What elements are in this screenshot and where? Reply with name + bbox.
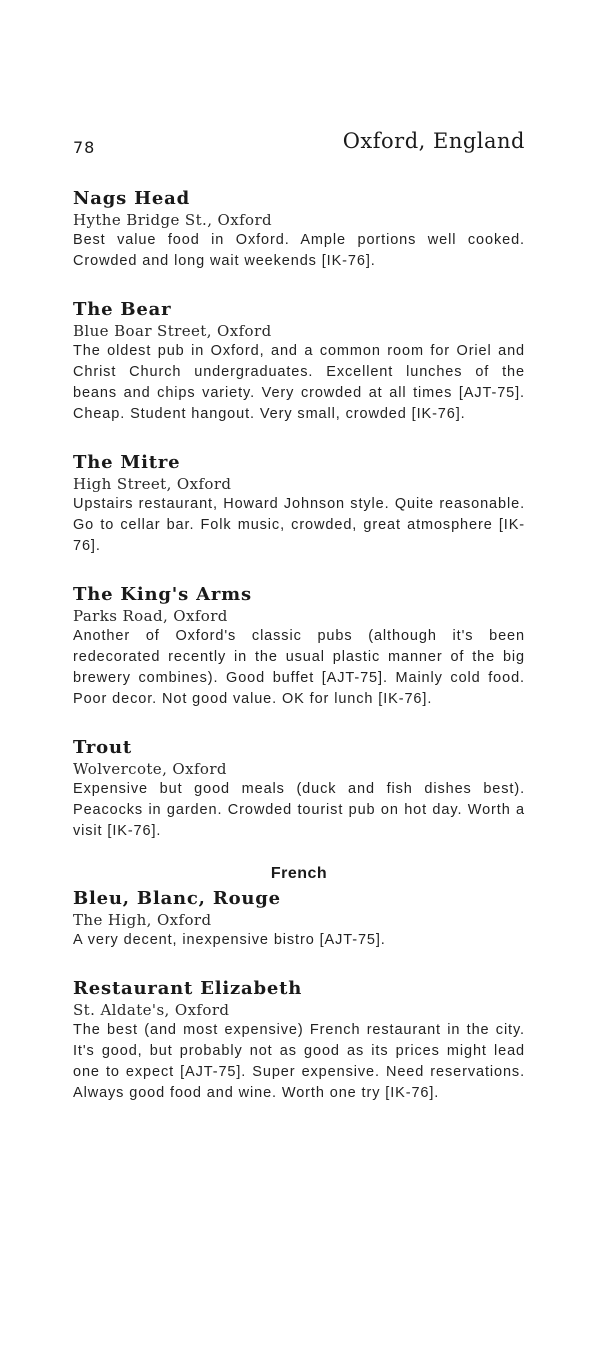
page-header: [73, 0, 525, 160]
entry-address: The High, Oxford: [73, 911, 212, 929]
guidebook-page: [73, 0, 525, 1104]
entry-name: Nags Head: [73, 188, 191, 209]
entry-address: Parks Road, Oxford: [73, 607, 228, 625]
restaurant-entry: [73, 299, 525, 425]
entry-description: Upstairs restaurant, Howard Johnson style. Quite reasonable. Go to cellar bar. Folk music, crowded, great atmosphere [IK-76].: [73, 496, 525, 554]
entry-address: Blue Boar Street, Oxford: [73, 322, 272, 340]
entry-name: The King's Arms: [73, 584, 252, 605]
entry-description: A very decent, inexpensive bistro [AJT-75].: [73, 932, 386, 948]
restaurant-entry: [73, 452, 525, 557]
entry-name: Restaurant Elizabeth: [73, 978, 303, 999]
restaurant-entry: [73, 188, 525, 272]
entry-address: High Street, Oxford: [73, 475, 232, 493]
entry-name: Trout: [73, 737, 132, 758]
restaurant-entry: [73, 888, 525, 951]
entry-address: Wolvercote, Oxford: [73, 760, 227, 778]
entry-description: The oldest pub in Oxford, and a common room for Oriel and Christ Church undergraduates. Excellent lunches of the beans and chips variety. Very crowded at all times [AJT-75]. Cheap. Student hangout. Very small, crowded [IK-76].: [73, 343, 525, 422]
entry-address: Hythe Bridge St., Oxford: [73, 211, 273, 229]
entry-name: Bleu, Blanc, Rouge: [73, 888, 281, 909]
restaurant-entry: [73, 584, 525, 710]
section-title: French: [270, 865, 328, 882]
entry-description: The best (and most expensive) French restaurant in the city. It's good, but probably not as good as its prices might lead one to expect [AJT-75]. Super expensive. Need reservations. Always good food and wine. Worth one try [IK-76].: [73, 1022, 525, 1101]
entry-description: Expensive but good meals (duck and fish dishes best). Peacocks in garden. Crowded tourist pub on hot day. Worth a visit [IK-76].: [73, 781, 525, 839]
restaurant-entry: [73, 978, 525, 1104]
page-number: 78: [73, 138, 96, 157]
entry-description: Another of Oxford's classic pubs (although it's been redecorated recently in the usual plastic manner of the big brewery combines). Good buffet [AJT-75]. Mainly cold food. Poor decor. Not good value. OK for lunch [IK-76].: [73, 628, 525, 707]
entry-description: Best value food in Oxford. Ample portions well cooked. Crowded and long wait weekends [IK-76].: [73, 232, 525, 269]
restaurant-entry: [73, 737, 525, 842]
entry-address: St. Aldate's, Oxford: [73, 1001, 230, 1019]
entry-name: The Mitre: [73, 452, 181, 473]
entry-name: The Bear: [73, 299, 172, 320]
running-head: Oxford, England: [342, 129, 525, 153]
